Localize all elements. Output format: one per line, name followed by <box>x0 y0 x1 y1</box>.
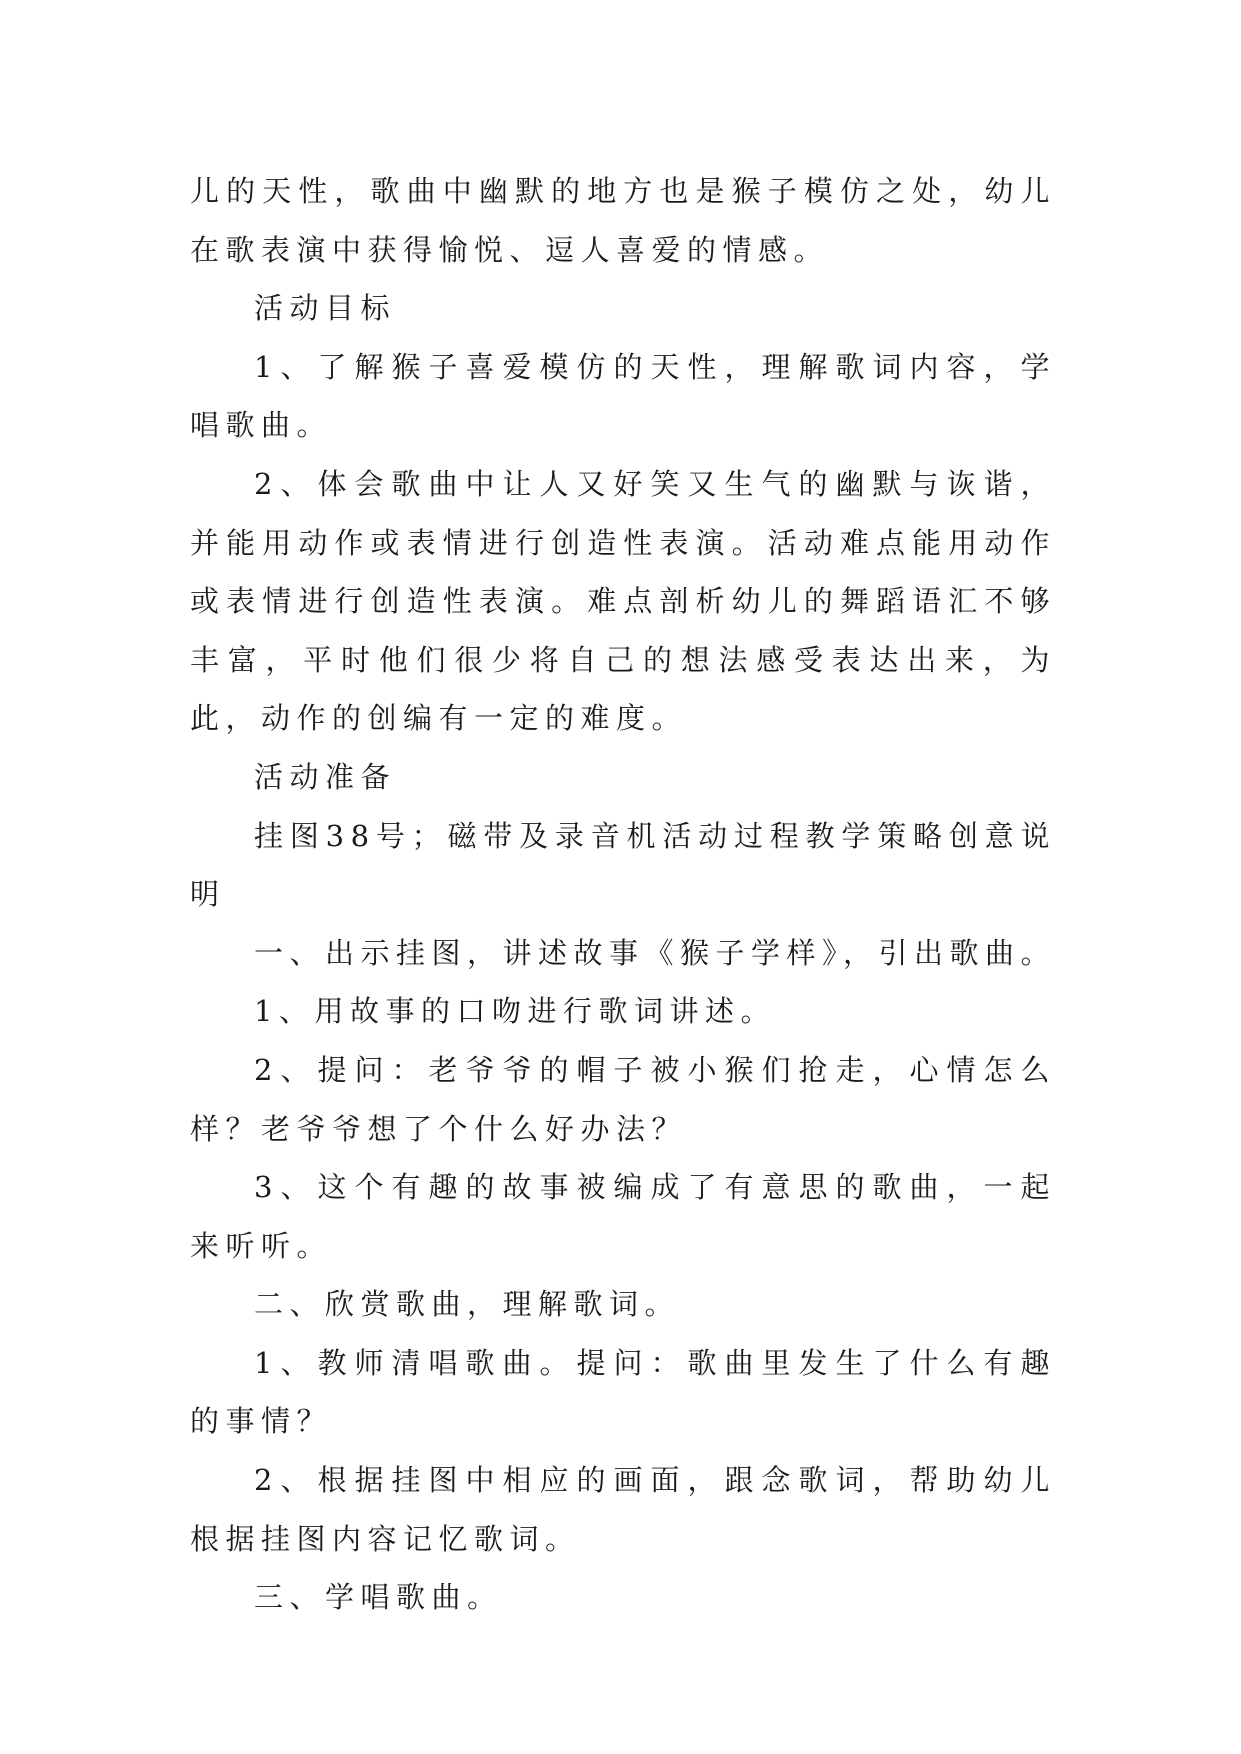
paragraph: 儿的天性，歌曲中幽默的地方也是猴子模仿之处，幼儿在歌表演中获得愉悦、逗人喜爱的情感。 <box>190 174 1056 267</box>
paragraph: 一、出示挂图，讲述故事《猴子学样》，引出歌曲。 <box>254 935 1057 970</box>
paragraph: 挂图38号；磁带及录音机活动过程教学策略创意说明 <box>190 818 1056 912</box>
paragraph: 三、学唱歌曲。 <box>254 1580 503 1615</box>
paragraph: 1、了解猴子喜爱模仿的天性，理解歌词内容，学唱歌曲。 <box>190 349 1056 443</box>
section-heading: 活动目标 <box>254 291 397 326</box>
paragraph: 2、提问：老爷爷的帽子被小猴们抢走，心情怎么样？老爷爷想了个什么好办法？ <box>190 1052 1056 1146</box>
paragraph: 1、用故事的口吻进行歌词讲述。 <box>254 994 776 1029</box>
paragraph: 2、体会歌曲中让人又好笑又生气的幽默与诙谐，并能用动作或表情进行创造性表演。活动难点能用动作或表情进行创造性表演。难点剖析幼儿的舞蹈语汇不够丰富，平时他们很少将自己的想法感受表达出来，为此，动作的创编有一定的难度。 <box>190 466 1056 736</box>
paragraph: 3、这个有趣的故事被编成了有意思的歌曲，一起来听听。 <box>190 1170 1056 1263</box>
paragraph: 二、欣赏歌曲，理解歌词。 <box>254 1287 681 1322</box>
section-heading: 活动准备 <box>254 759 397 794</box>
paragraph: 1、教师清唱歌曲。提问：歌曲里发生了什么有趣的事情？ <box>190 1345 1056 1439</box>
paragraph: 2、根据挂图中相应的画面，跟念歌词，帮助幼儿根据挂图内容记忆歌词。 <box>190 1463 1056 1556</box>
document-body <box>190 162 1056 1627</box>
